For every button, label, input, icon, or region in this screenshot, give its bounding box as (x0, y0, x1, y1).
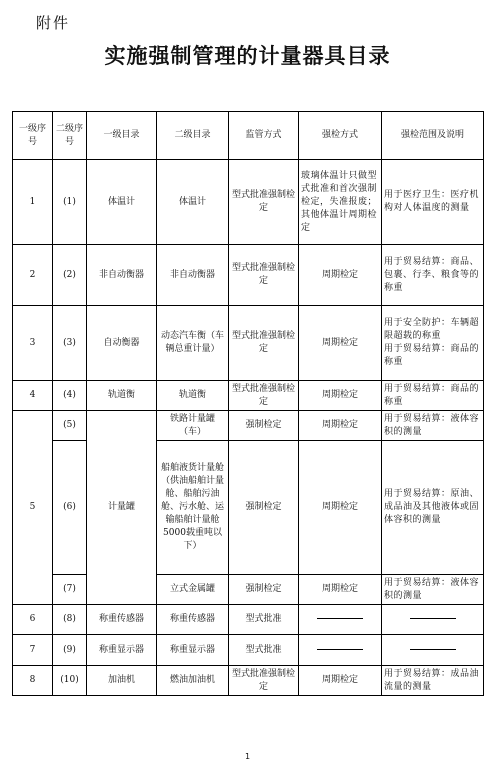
cell-category2: 非自动衡器 (157, 245, 229, 306)
header-inspection: 强检方式 (299, 112, 382, 160)
header-level2-no: 二级序号 (53, 112, 87, 160)
cell-category1: 称重显示器 (87, 635, 157, 666)
cell-no1: 3 (13, 306, 53, 381)
cell-no2: (9) (53, 635, 87, 666)
not-applicable-dash (410, 649, 456, 650)
cell-scope: 用于医疗卫生：医疗机构对人体温度的测量 (382, 160, 484, 245)
cell-category2: 轨道衡 (157, 381, 229, 411)
cell-inspection: 周期检定 (299, 245, 382, 306)
cell-inspection-empty (299, 635, 382, 666)
cell-category1: 轨道衡 (87, 381, 157, 411)
table-row (13, 575, 484, 605)
cell-no2: (7) (53, 575, 87, 605)
cell-supervision: 型式批准强制检定 (229, 381, 299, 411)
cell-category2: 动态汽车衡（车辆总重计量） (157, 306, 229, 381)
cell-category1: 体温计 (87, 160, 157, 245)
table-row (13, 306, 484, 381)
cell-inspection: 周期检定 (299, 381, 382, 411)
cell-no2: (2) (53, 245, 87, 306)
not-applicable-dash (410, 618, 456, 619)
attachment-label: 附件 (36, 14, 71, 32)
cell-supervision: 型式批准强制检定 (229, 245, 299, 306)
cell-scope: 用于贸易结算：商品的称重 (382, 381, 484, 411)
cell-scope: 用于贸易结算：商品、包裹、行李、粮食等的称重 (382, 245, 484, 306)
document-title: 实施强制管理的计量器具目录 (104, 44, 391, 68)
cell-category1: 计量罐 (87, 411, 157, 605)
cell-category2: 船舶液货计量舱（供油船舶计量舱、船舶污油舱、污水舱、运输船舶计量舱5000载重吨以下） (157, 441, 229, 575)
cell-scope: 用于贸易结算：液体容积的测量 (382, 411, 484, 441)
cell-scope: 用于贸易结算：液体容积的测量 (382, 575, 484, 605)
cell-no2: (8) (53, 605, 87, 635)
cell-category1: 非自动衡器 (87, 245, 157, 306)
cell-no1: 1 (13, 160, 53, 245)
cell-supervision: 强制检定 (229, 411, 299, 441)
header-level1-category: 一级目录 (87, 112, 157, 160)
cell-scope-empty (382, 635, 484, 666)
cell-no2: (1) (53, 160, 87, 245)
header-level2-category: 二级目录 (157, 112, 229, 160)
cell-category2: 立式金属罐 (157, 575, 229, 605)
table-row (13, 605, 484, 635)
cell-category1: 自动衡器 (87, 306, 157, 381)
cell-category2: 燃油加油机 (157, 666, 229, 696)
table-row (13, 635, 484, 666)
metrology-catalog-table (12, 111, 484, 696)
cell-no2: (10) (53, 666, 87, 696)
cell-inspection-empty (299, 605, 382, 635)
cell-no1: 8 (13, 666, 53, 696)
cell-no2: (4) (53, 381, 87, 411)
cell-category2: 称重传感器 (157, 605, 229, 635)
cell-category1: 称重传感器 (87, 605, 157, 635)
table-row (13, 411, 484, 441)
header-scope: 强检范围及说明 (382, 112, 484, 160)
cell-supervision: 型式批准 (229, 605, 299, 635)
cell-inspection: 周期检定 (299, 666, 382, 696)
header-supervision: 监管方式 (229, 112, 299, 160)
cell-no1: 6 (13, 605, 53, 635)
cell-category2: 铁路计量罐（车） (157, 411, 229, 441)
cell-no1: 7 (13, 635, 53, 666)
cell-inspection: 周期检定 (299, 441, 382, 575)
table-row (13, 381, 484, 411)
cell-supervision: 型式批准 (229, 635, 299, 666)
cell-inspection: 周期检定 (299, 575, 382, 605)
not-applicable-dash (317, 618, 363, 619)
cell-scope: 用于安全防护：车辆超限超载的称重 用于贸易结算：商品的称重 (382, 306, 484, 381)
cell-supervision: 型式批准强制检定 (229, 666, 299, 696)
cell-category2: 称重显示器 (157, 635, 229, 666)
cell-no2: (6) (53, 441, 87, 575)
table-row (13, 666, 484, 696)
cell-supervision: 型式批准强制检定 (229, 306, 299, 381)
cell-scope: 用于贸易结算：原油、成品油及其他液体或固体容积的测量 (382, 441, 484, 575)
table-header-row (13, 112, 484, 160)
cell-inspection: 周期检定 (299, 411, 382, 441)
table-row (13, 441, 484, 575)
cell-supervision: 强制检定 (229, 575, 299, 605)
cell-category2: 体温计 (157, 160, 229, 245)
page-number: 1 (244, 752, 251, 761)
cell-supervision: 强制检定 (229, 441, 299, 575)
cell-no1: 4 (13, 381, 53, 411)
cell-no2: (3) (53, 306, 87, 381)
cell-category1: 加油机 (87, 666, 157, 696)
cell-scope: 用于贸易结算：成品油流量的测量 (382, 666, 484, 696)
cell-no1: 5 (13, 411, 53, 605)
cell-no2: (5) (53, 411, 87, 441)
cell-supervision: 型式批准强制检定 (229, 160, 299, 245)
not-applicable-dash (317, 649, 363, 650)
cell-no1: 2 (13, 245, 53, 306)
cell-inspection: 玻璃体温计只做型式批准和首次强制检定，失准报废；其他体温计周期检定 (299, 160, 382, 245)
table-row (13, 160, 484, 245)
header-level1-no: 一级序号 (13, 112, 53, 160)
table-row (13, 245, 484, 306)
cell-inspection: 周期检定 (299, 306, 382, 381)
cell-scope-empty (382, 605, 484, 635)
